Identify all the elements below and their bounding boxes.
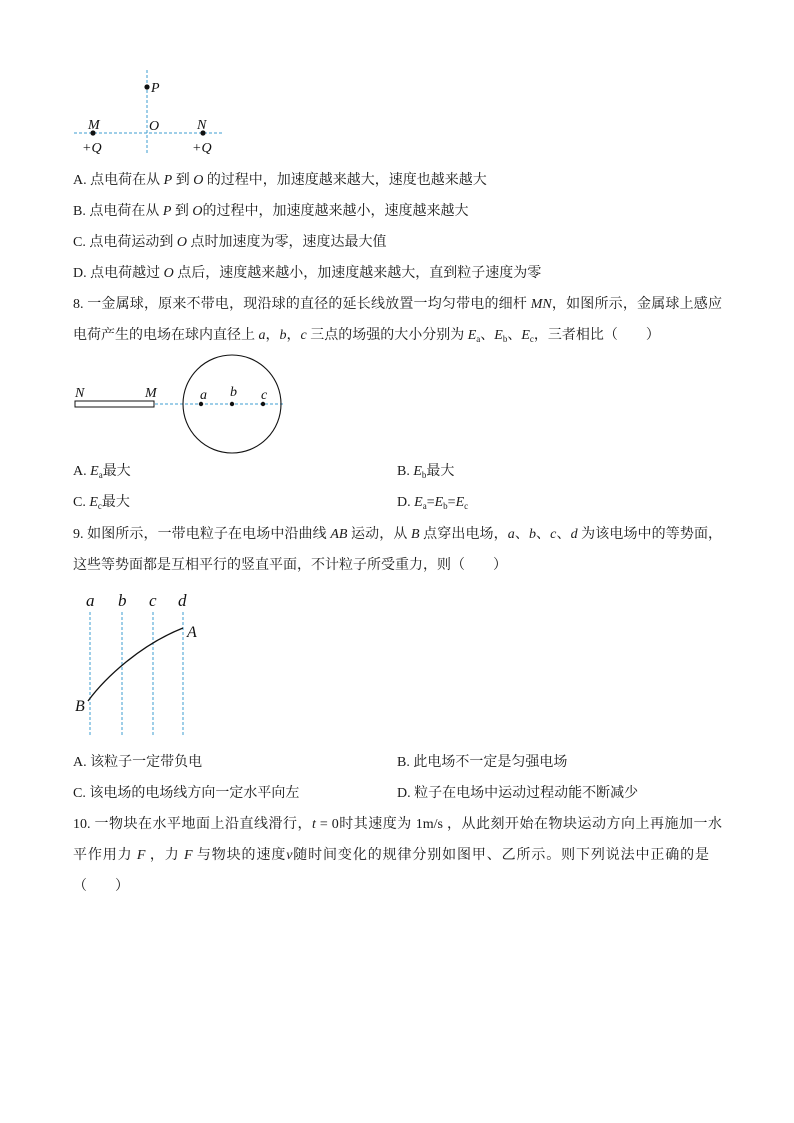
math-variable: E bbox=[467, 328, 477, 343]
math-variable: O bbox=[176, 235, 187, 250]
math-subscript: a bbox=[422, 501, 427, 511]
text-run: 点后，速度越来越小，加速度越来越大，直到粒子速度为零 bbox=[173, 266, 542, 281]
q7-option-a bbox=[73, 172, 487, 190]
text-run: 随时间变化的规律分别如图甲、乙所示。则下列说法中正确的是 bbox=[292, 848, 710, 863]
math-subscript: c bbox=[97, 501, 102, 511]
math-variable: F bbox=[183, 848, 193, 863]
q9-stem-line-1 bbox=[73, 526, 722, 544]
text-run: 点时加速度为零，速度达最大值 bbox=[186, 235, 387, 250]
text-run: 、 bbox=[556, 527, 571, 542]
math-variable: O bbox=[193, 173, 204, 188]
text-run: ，三者相比（ ） bbox=[533, 328, 660, 343]
q9-option-c bbox=[73, 785, 299, 803]
math-subscript: a bbox=[98, 470, 103, 480]
math-variable: E bbox=[434, 495, 444, 510]
math-variable: E bbox=[89, 495, 98, 510]
text-run: ，如图所示，金属球上感应 bbox=[551, 297, 723, 312]
math-subscript: b bbox=[421, 470, 427, 480]
label-b: b bbox=[230, 385, 237, 400]
label-d: d bbox=[178, 591, 187, 610]
label-n: N bbox=[75, 386, 85, 401]
label-o: O bbox=[149, 119, 160, 134]
q9-figure bbox=[65, 588, 205, 743]
label-point-b: B bbox=[75, 698, 85, 715]
math-variable: MN bbox=[530, 297, 552, 312]
q9-stem-line-2 bbox=[73, 557, 507, 575]
label-m: M bbox=[145, 386, 157, 401]
math-variable: a bbox=[507, 527, 515, 542]
q10-stem-line-2 bbox=[73, 847, 709, 865]
math-variable: E bbox=[521, 328, 530, 343]
q7-option-b bbox=[73, 203, 469, 221]
text-run: = bbox=[447, 495, 456, 510]
charged-rod bbox=[75, 401, 154, 407]
label-point-a: A bbox=[187, 624, 197, 641]
math-subscript: c bbox=[464, 501, 469, 511]
text-run: 10. 一物块在水平地面上沿直线滑行， bbox=[73, 817, 312, 832]
text-run: A. bbox=[73, 464, 91, 479]
text-run: 电荷产生的电场在球内直径上 bbox=[73, 328, 259, 343]
math-variable: E bbox=[413, 464, 422, 479]
text-run: 9. 如图所示，一带电粒子在电场中沿曲线 bbox=[73, 527, 331, 542]
math-variable: b bbox=[279, 328, 287, 343]
text-run: 最大 bbox=[101, 495, 130, 510]
text-run: B. 此电场不一定是匀强电场 bbox=[397, 755, 568, 770]
text-run: 为该电场中的等势面， bbox=[577, 527, 723, 542]
q7-figure bbox=[60, 62, 240, 162]
q7-option-c bbox=[73, 234, 386, 252]
q8-figure bbox=[60, 350, 300, 460]
text-run: 点穿出电场， bbox=[419, 527, 508, 542]
q10-stem-line-3 bbox=[73, 878, 129, 896]
math-variable: E bbox=[455, 495, 465, 510]
q9-option-d bbox=[397, 785, 638, 803]
text-run: 到 bbox=[172, 173, 194, 188]
text-run: 、 bbox=[480, 328, 495, 343]
math-variable: b bbox=[528, 527, 536, 542]
q8-option-d bbox=[397, 494, 468, 515]
label-b: b bbox=[118, 591, 127, 610]
q9-option-a bbox=[73, 754, 202, 772]
text-run: 8. 一金属球，原来不带电，现沿球的直径的延长线放置一均匀带电的细杆 bbox=[73, 297, 531, 312]
text-run: （ ） bbox=[73, 879, 129, 894]
math-variable: O bbox=[192, 204, 203, 219]
math-variable: t bbox=[312, 817, 316, 832]
text-run: A. 点电荷在从 bbox=[73, 173, 164, 188]
point-p bbox=[144, 84, 149, 89]
text-run: 平作用力 bbox=[73, 848, 137, 863]
text-run: 、 bbox=[514, 527, 529, 542]
label-c: c bbox=[149, 591, 157, 610]
math-variable: v bbox=[286, 848, 293, 863]
math-variable: c bbox=[550, 527, 557, 542]
text-run: 最大 bbox=[102, 464, 131, 479]
point-b bbox=[230, 402, 234, 406]
text-run: ，力 bbox=[145, 848, 184, 863]
text-run: B. 点电荷在从 bbox=[73, 204, 163, 219]
text-run: ， bbox=[265, 328, 280, 343]
math-variable: E bbox=[494, 328, 503, 343]
q9-option-b bbox=[397, 754, 567, 772]
text-run: ， bbox=[286, 328, 301, 343]
charge-n: +Q bbox=[192, 141, 212, 156]
label-c: c bbox=[261, 388, 268, 403]
math-variable: P bbox=[163, 173, 173, 188]
math-subscript: a bbox=[476, 334, 481, 344]
math-variable: E bbox=[414, 495, 423, 510]
text-run: 的过程中，加速度越来越大，速度也越来越大 bbox=[203, 173, 487, 188]
text-run: D. bbox=[397, 495, 415, 510]
text-run: = bbox=[426, 495, 435, 510]
text-run: 与物块的速度 bbox=[192, 848, 287, 863]
text-run: C. bbox=[73, 495, 90, 510]
math-variable: B bbox=[411, 527, 420, 542]
q8-option-b bbox=[397, 463, 454, 484]
math-subscript: b bbox=[502, 334, 508, 344]
text-run: A. 该粒子一定带负电 bbox=[73, 755, 203, 770]
math-variable: P bbox=[162, 204, 172, 219]
text-run: B. bbox=[397, 464, 414, 479]
math-variable: a bbox=[258, 328, 266, 343]
q8-stem-line-1 bbox=[73, 296, 722, 314]
q10-stem-line-1 bbox=[73, 816, 722, 834]
text-run: = 0时其速度为 1m/s ，从此刻开始在物块运动方向上再施加一水 bbox=[315, 817, 723, 832]
math-variable: O bbox=[163, 266, 174, 281]
text-run: 这些等势面都是互相平行的竖直平面，不计粒子所受重力，则（ ） bbox=[73, 558, 507, 573]
label-a: a bbox=[86, 591, 95, 610]
text-run: 最大 bbox=[426, 464, 455, 479]
math-subscript: b bbox=[443, 501, 448, 511]
math-variable: F bbox=[136, 848, 146, 863]
q7-option-d bbox=[73, 265, 541, 283]
math-variable: E bbox=[90, 464, 99, 479]
text-run: 、 bbox=[507, 328, 522, 343]
text-run: 三点的场强的大小分别为 bbox=[306, 328, 468, 343]
text-run: 到 bbox=[171, 204, 193, 219]
text-run: D. 点电荷越过 bbox=[73, 266, 164, 281]
text-run: C. 点电荷运动到 bbox=[73, 235, 177, 250]
text-run: 运动，从 bbox=[347, 527, 412, 542]
math-variable: AB bbox=[330, 527, 348, 542]
label-a: a bbox=[200, 388, 207, 403]
text-run: 、 bbox=[535, 527, 551, 542]
label-m: M bbox=[88, 118, 100, 133]
q8-option-c bbox=[73, 494, 130, 515]
label-n: N bbox=[197, 118, 207, 133]
text-run: 的过程中，加速度越来越小，速度越来越大 bbox=[202, 204, 469, 219]
math-variable: d bbox=[570, 527, 578, 542]
trajectory-curve bbox=[88, 628, 183, 701]
math-variable: c bbox=[300, 328, 307, 343]
math-subscript: c bbox=[529, 334, 534, 344]
q8-option-a bbox=[73, 463, 131, 484]
text-run: D. 粒子在电场中运动过程动能不断减少 bbox=[397, 786, 639, 801]
q8-stem-line-2 bbox=[73, 327, 660, 348]
text-run: C. 该电场的电场线方向一定水平向左 bbox=[73, 786, 300, 801]
charge-m: +Q bbox=[82, 141, 102, 156]
label-p: P bbox=[151, 81, 160, 96]
